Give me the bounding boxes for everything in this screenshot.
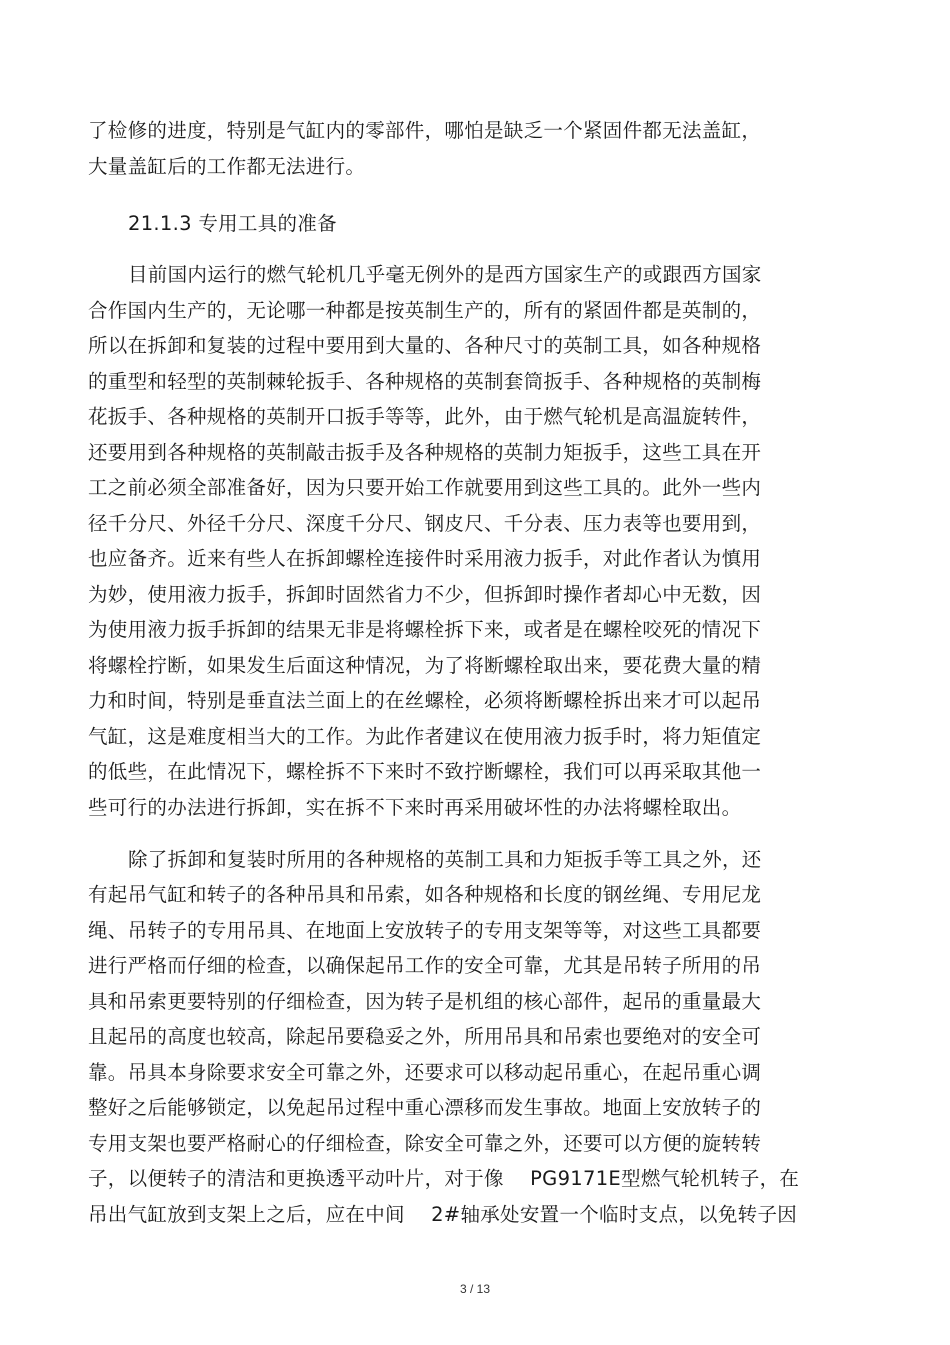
text-line: 也应备齐。近来有些人在拆卸螺栓连接件时采用液力扳手，对此作者认为慎用 [88,547,762,570]
text-line: 且起吊的高度也较高，除起吊要稳妥之外，所用吊具和吊索也要绝对的安全可 [88,1025,762,1048]
text-line: 有起吊气缸和转子的各种吊具和吊索，如各种规格和长度的钢丝绳、专用尼龙 [88,883,762,906]
text-line: 工之前必须全部准备好，因为只要开始工作就要用到这些工具的。此外一些内 [88,476,762,499]
text-line: 为妙，使用液力扳手，拆卸时固然省力不少，但拆卸时操作者却心中无数，因 [88,583,762,606]
text-line: 吊出气缸放到支架上之后，应在中间 2#轴承处安置一个临时支点，以免转子因 [88,1203,798,1226]
text-line: 花扳手、各种规格的英制开口扳手等等，此外，由于燃气轮机是高温旋转件， [88,405,762,428]
text-line: 的重型和轻型的英制棘轮扳手、各种规格的英制套筒扳手、各种规格的英制梅 [88,370,762,393]
text-line: 的低些，在此情况下，螺栓拆不下来时不致拧断螺栓，我们可以再采取其他一 [88,760,762,783]
text-line: 为使用液力扳手拆卸的结果无非是将螺栓拆下来，或者是在螺栓咬死的情况下 [88,618,762,641]
text-line: 专用支架也要严格耐心的仔细检查，除安全可靠之外，还要可以方便的旋转转 [88,1132,762,1155]
text-line: 子，以便转子的清洁和更换透平动叶片，对于像 PG9171E型燃气轮机转子，在 [88,1167,800,1190]
text-line: 些可行的办法进行拆卸，实在拆不下来时再采用破坏性的办法将螺栓取出。 [88,796,742,819]
section-heading: 21.1.3 专用工具的准备 [128,212,337,235]
text-line: 大量盖缸后的工作都无法进行。 [88,155,366,178]
page-number: 3 / 13 [459,1282,491,1296]
text-line: 靠。吊具本身除要求安全可靠之外，还要求可以移动起吊重心，在起吊重心调 [88,1061,762,1084]
text-line: 除了拆卸和复装时所用的各种规格的英制工具和力矩扳手等工具之外，还 [128,848,762,871]
text-line: 径千分尺、外径千分尺、深度千分尺、钢皮尺、千分表、压力表等也要用到， [88,512,762,535]
text-line: 整好之后能够锁定，以免起吊过程中重心漂移而发生事故。地面上安放转子的 [88,1096,762,1119]
text-line: 所以在拆卸和复装的过程中要用到大量的、各种尺寸的英制工具，如各种规格 [88,334,762,357]
text-line: 将螺栓拧断，如果发生后面这种情况，为了将断螺栓取出来，要花费大量的精 [88,654,762,677]
text-line: 还要用到各种规格的英制敲击扳手及各种规格的英制力矩扳手，这些工具在开 [88,441,762,464]
text-line: 气缸，这是难度相当大的工作。为此作者建议在使用液力扳手时，将力矩值定 [88,725,762,748]
text-line: 目前国内运行的燃气轮机几乎毫无例外的是西方国家生产的或跟西方国家 [128,263,762,286]
text-line: 力和时间，特别是垂直法兰面上的在丝螺栓，必须将断螺栓拆出来才可以起吊 [88,689,762,712]
text-line: 绳、吊转子的专用吊具、在地面上安放转子的专用支架等等，对这些工具都要 [88,919,762,942]
text-line: 了检修的进度，特别是气缸内的零部件，哪怕是缺乏一个紧固件都无法盖缸， [88,119,762,142]
text-line: 具和吊索更要特别的仔细检查，因为转子是机组的核心部件，起吊的重量最大 [88,990,762,1013]
text-line: 合作国内生产的，无论哪一种都是按英制生产的，所有的紧固件都是英制的， [88,299,762,322]
text-line: 进行严格而仔细的检查，以确保起吊工作的安全可靠，尤其是吊转子所用的吊 [88,954,762,977]
